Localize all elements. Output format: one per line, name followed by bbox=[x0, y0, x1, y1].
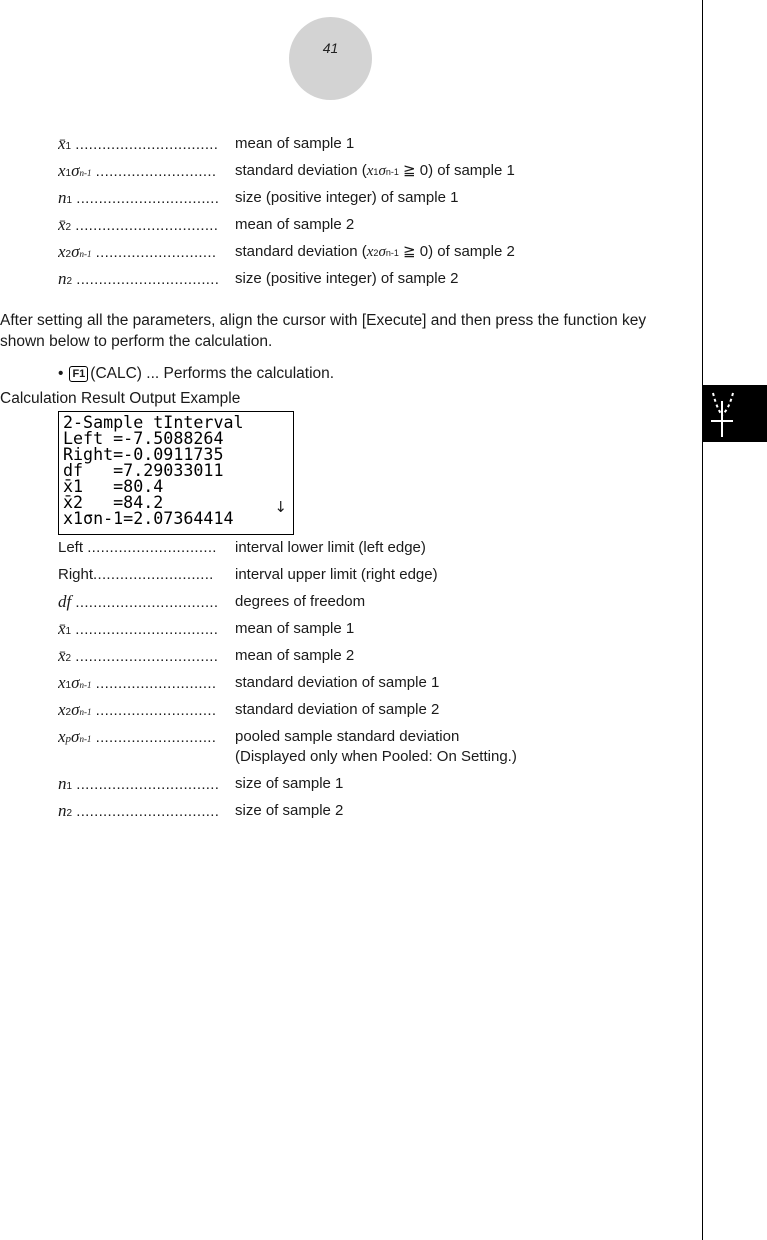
definition: standard deviation of sample 1 bbox=[235, 674, 440, 691]
definition: size (positive integer) of sample 1 bbox=[235, 189, 459, 206]
chapter-tab-stat-icon bbox=[703, 385, 767, 442]
term: x1σn-1 ........................... bbox=[58, 673, 217, 692]
screen-line: x̄1 =80.4 bbox=[63, 477, 164, 497]
screen-line: Right=-0.0911735 bbox=[63, 445, 224, 465]
term: Left ............................. bbox=[58, 539, 217, 556]
calculator-screen bbox=[58, 411, 294, 535]
definition: size of sample 1 bbox=[235, 775, 344, 792]
definition: mean of sample 1 bbox=[235, 620, 355, 637]
term: x2σn-1 ........................... bbox=[58, 700, 217, 719]
definition: mean of sample 2 bbox=[235, 216, 355, 233]
definition: degrees of freedom bbox=[235, 593, 366, 610]
term: x1σn-1 ........................... bbox=[58, 161, 217, 180]
term: Right........................... bbox=[58, 566, 214, 583]
page-right-rule bbox=[702, 0, 703, 1240]
definition: size of sample 2 bbox=[235, 802, 344, 819]
input-parameter-list bbox=[58, 134, 678, 296]
section-heading: Calculation Result Output Example bbox=[0, 390, 241, 407]
def-row bbox=[58, 565, 678, 592]
output-parameter-list bbox=[58, 538, 678, 828]
definition: mean of sample 2 bbox=[235, 647, 355, 664]
instruction-paragraph: After setting all the parameters, align the cursor with [Execute] and then press the function key shown below to perform the calculation. bbox=[0, 312, 647, 350]
scroll-down-arrow-icon: ↓ bbox=[274, 498, 287, 516]
term: x̄1 ................................ bbox=[58, 134, 219, 153]
def-row bbox=[58, 646, 678, 673]
screen-line: x̄2 =84.2 bbox=[63, 493, 164, 513]
def-row bbox=[58, 188, 678, 215]
term: n1 ................................ bbox=[58, 774, 220, 793]
screen-line: Left =-7.5088264 bbox=[63, 429, 224, 449]
def-row bbox=[58, 619, 678, 646]
def-row bbox=[58, 161, 678, 188]
page-number: 41 bbox=[322, 40, 339, 56]
def-row bbox=[58, 269, 678, 296]
definition: standard deviation of sample 2 bbox=[235, 701, 440, 718]
def-row bbox=[58, 215, 678, 242]
def-row bbox=[58, 538, 678, 565]
screen-line: x1σn-1=2.07364414 bbox=[63, 509, 234, 529]
def-row bbox=[58, 134, 678, 161]
term: x̄2 ................................ bbox=[58, 646, 219, 665]
definition: mean of sample 1 bbox=[235, 135, 355, 152]
definition: standard deviation (x2σn-1 ≧ 0) of sample 2 bbox=[235, 243, 515, 260]
bullet-item: • F1 (CALC) ... Performs the calculation. bbox=[58, 365, 335, 382]
term: x̄2 ................................ bbox=[58, 215, 219, 234]
def-row bbox=[58, 242, 678, 269]
term: n1 ................................ bbox=[58, 188, 220, 207]
definition: pooled sample standard deviation (Displayed only when Pooled: On Setting.) bbox=[235, 728, 517, 765]
definition: interval upper limit (right edge) bbox=[235, 566, 438, 583]
definition: standard deviation (x1σn-1 ≧ 0) of sample 1 bbox=[235, 162, 515, 179]
term: xpσn-1 ........................... bbox=[58, 727, 217, 746]
screen-line: 2-Sample tInterval bbox=[63, 413, 244, 433]
page-number-badge bbox=[289, 17, 372, 100]
term: n2 ................................ bbox=[58, 269, 220, 288]
def-row bbox=[58, 801, 678, 828]
def-row bbox=[58, 700, 678, 727]
screen-line: df =7.29033011 bbox=[63, 461, 224, 481]
def-row bbox=[58, 727, 678, 774]
definition: interval lower limit (left edge) bbox=[235, 539, 426, 556]
term: x2σn-1 ........................... bbox=[58, 242, 217, 261]
def-row bbox=[58, 774, 678, 801]
term: x̄1 ................................ bbox=[58, 619, 219, 638]
definition: size (positive integer) of sample 2 bbox=[235, 270, 459, 287]
term: df ................................ bbox=[58, 592, 219, 611]
f1-key-icon: F1 bbox=[69, 366, 88, 382]
def-row bbox=[58, 592, 678, 619]
term: n2 ................................ bbox=[58, 801, 220, 820]
def-row bbox=[58, 673, 678, 700]
